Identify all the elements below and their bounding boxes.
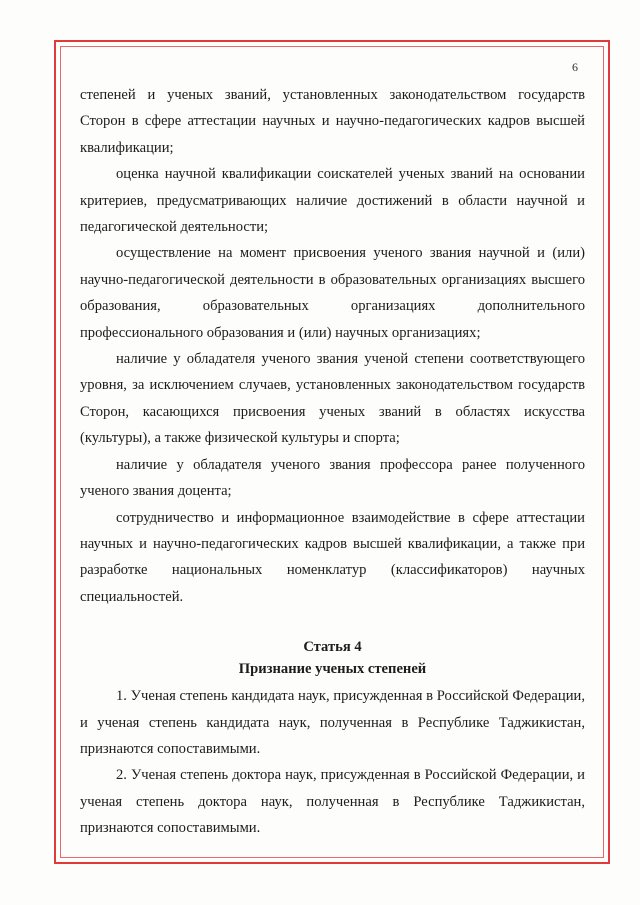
paragraph: наличие у обладателя ученого звания профессора ранее полученного ученого звания доцента; <box>80 456 585 500</box>
page-number: 6 <box>572 60 578 74</box>
paragraph: наличие у обладателя ученого звания ученой степени соответствующего уровня, за исключением случаев, установленных законодательством государств Сторон, касающихся присвоения ученых званий в областях искусства (культуры), а также физической культуры и спорта; <box>80 351 585 447</box>
paragraph: сотрудничество и информационное взаимодействие в сфере аттестации научных и научно-педагогических кадров высшей квалификации, а также при разработке национальных номенклатур (классификаторов) научных специальностей. <box>80 509 585 605</box>
paragraph: осуществление на момент присвоения ученого звания научной и (или) научно-педагогической деятельности в образовательных организациях высшего образования, образовательных организациях дополнительного профессионального образования и (или) научных организациях; <box>80 245 585 341</box>
paragraph: оценка научной квалификации соискателей ученых званий на основании критериев, предусматривающих наличие достижений в области научной и педагогической деятельности; <box>80 166 585 236</box>
document-body <box>80 82 585 842</box>
paragraph-continuation: степеней и ученых званий, установленных законодательством государств Сторон в сфере аттестации научных и научно-педагогических кадров высшей квалификации; <box>80 87 585 156</box>
article-subtitle: Признание ученых степеней <box>238 661 427 678</box>
paragraph: 2. Ученая степень доктора наук, присужденная в Российской Федерации, и ученая степень доктора наук, полученная в Республике Таджикистан, признаются сопоставимыми. <box>80 767 585 837</box>
paragraph: 1. Ученая степень кандидата наук, присужденная в Российской Федерации, и ученая степень кандидата наук, полученная в Республике Таджикистан, признаются сопоставимыми. <box>80 688 585 757</box>
article-heading: Статья 4 <box>303 639 362 656</box>
